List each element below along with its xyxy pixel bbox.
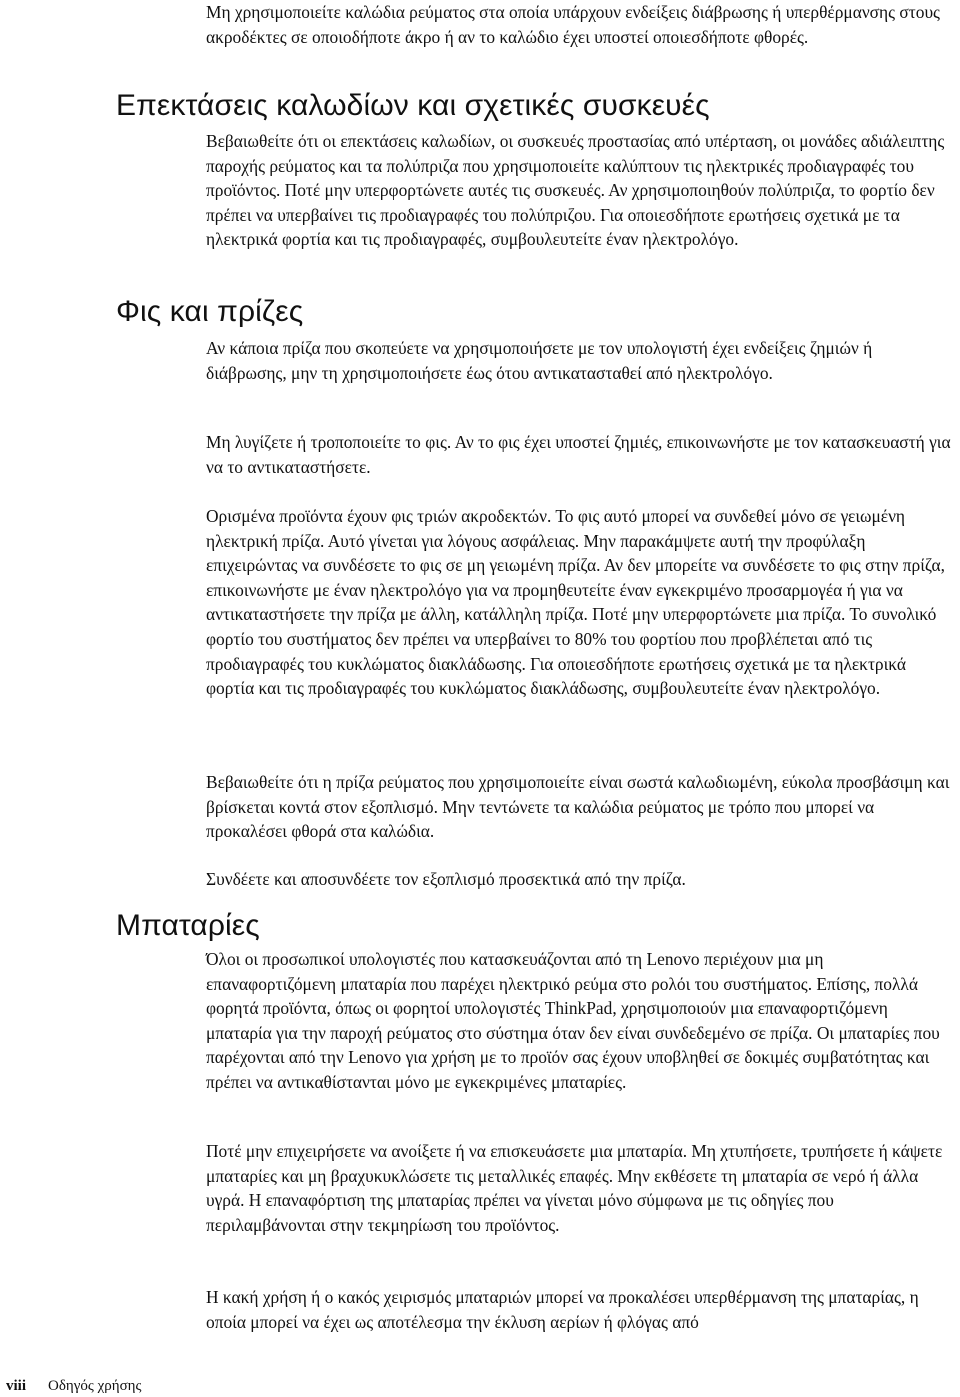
plugs-paragraph-1: Αν κάποια πρίζα που σκοπεύετε να χρησιμοποιήσετε με τον υπολογιστή έχει ενδείξεις ζημιών ή διάβρωσης, μην τη χρησιμοποιήσετε έως ότου αντικατασταθεί από ηλεκτρολόγο.: [206, 338, 873, 383]
section-heading-extensions: Επεκτάσεις καλωδίων και σχετικές συσκευές: [116, 89, 710, 122]
batteries-paragraph-2: Ποτέ μην επιχειρήσετε να ανοίξετε ή να επισκευάσετε μια μπαταρία. Μη χτυπήσετε, τρυπήσετε ή κάψετε μπαταρίες και μη βραχυκυκλώσετε τις μεταλλικές επαφές. Μην εκθέσετε τη μπαταρία σε νερό ή άλλα υγρά. Η επαναφόρτιση της μπαταρίας πρέπει να γίνεται μόνο σύμφωνα με τις οδηγίες που περιλαμβάνονται στην τεκμηρίωση του προϊόντος.: [206, 1141, 943, 1235]
plugs-paragraph-2: Μη λυγίζετε ή τροποποιείτε το φις. Αν το φις έχει υποστεί ζημιές, επικοινωνήστε με τον κατασκευαστή για να το αντικαταστήσετε.: [206, 432, 951, 477]
extensions-paragraph: Βεβαιωθείτε ότι οι επεκτάσεις καλωδίων, οι συσκευές προστασίας από υπέρταση, οι μονάδες αδιάλειπτης παροχής ρεύματος και τα πολύπριζα που χρησιμοποιείτε καλύπτουν τις ηλεκτρικές προδιαγραφές του προϊόντος. Ποτέ μην υπερφορτώνετε αυτές τις συσκευές. Αν χρησιμοποιηθούν πολύπριζα, το φορτίο δεν πρέπει να υπερβαίνει τις προδιαγραφές του πολύπριζου. Για οποιεσδήποτε ερωτήσεις σχετικά με τα ηλεκτρικά φορτία και τις προδιαγραφές, συμβουλευτείτε έναν ηλεκτρολόγο.: [206, 131, 945, 250]
page-footer: [6, 1377, 141, 1395]
plugs-paragraph-4: Βεβαιωθείτε ότι η πρίζα ρεύματος που χρησιμοποιείτε είναι σωστά καλωδιωμένη, εύκολα προσβάσιμη και βρίσκεται κοντά στον εξοπλισμό. Μην τεντώνετε τα καλώδια ρεύματος με τρόπο που μπορεί να προκαλέσει φθορά στα καλώδια.: [206, 772, 950, 842]
plugs-paragraph-3: Ορισμένα προϊόντα έχουν φις τριών ακροδεκτών. Το φις αυτό μπορεί να συνδεθεί μόνο σε γειωμένη ηλεκτρική πρίζα. Αυτό γίνεται για λόγους ασφάλειας. Μην παρακάμψετε αυτή την προφύλαξη επιχειρώντας να συνδέσετε το φις σε μη γειωμένη πρίζα. Αν δεν μπορείτε να συνδέσετε το φις στην πρίζα, επικοινωνήστε με έναν ηλεκτρολόγο για να προμηθευτείτε έναν εγκεκριμένο προσαρμογέα ή για να αντικαταστήσετε την πρίζα με άλλη, κατάλληλη πρίζα. Ποτέ μην υπερφορτώνετε μια πρίζα. Το συνολικό φορτίο του συστήματος δεν πρέπει να υπερβαίνει το 80% του φορτίου που προβλέπεται από τις προδιαγραφές του κυκλώματος διακλάδωσης. Για οποιεσδήποτε ερωτήσεις σχετικά με τα ηλεκτρικά φορτία και τις προδιαγραφές του κυκλώματος διακλάδωσης, συμβουλευτείτε έναν ηλεκτρολόγο.: [206, 506, 945, 699]
section-heading-batteries: Μπαταρίες: [116, 909, 260, 942]
plugs-paragraph-5: Συνδέετε και αποσυνδέετε τον εξοπλισμό προσεκτικά από την πρίζα.: [206, 869, 686, 889]
batteries-paragraph-3: Η κακή χρήση ή ο κακός χειρισμός μπαταριών μπορεί να προκαλέσει υπερθέρμανση της μπαταρίας, η οποία μπορεί να έχει ως αποτέλεσμα την έκλυση αερίων ή φλόγας από: [206, 1287, 919, 1332]
page-number: viii: [6, 1378, 27, 1394]
batteries-paragraph-1: Όλοι οι προσωπικοί υπολογιστές που κατασκευάζονται από τη Lenovo περιέχουν μια μη επαναφορτιζόμενη μπαταρία που παρέχει ηλεκτρικό ρεύμα στο ρολόι του συστήματος. Επίσης, πολλά φορητά προϊόντα, όπως οι φορητοί υπολογιστές ThinkPad, χρησιμοποιούν μια επαναφορτιζόμενη μπαταρία για την παροχή ρεύματος στο σύστημα όταν δεν είναι συνδεδεμένο σε πρίζα. Οι μπαταρίες που παρέχονται από την Lenovo για χρήση με το προϊόν σας έχουν υποβληθεί σε δοκιμές συμβατότητας και πρέπει να αντικαθίστανται μόνο με εγκεκριμένες μπαταρίες.: [206, 949, 940, 1092]
book-title: Οδηγός χρήσης: [48, 1378, 142, 1394]
section-heading-plugs: Φις και πρίζες: [116, 295, 304, 328]
intro-paragraph: Μη χρησιμοποιείτε καλώδια ρεύματος στα οποία υπάρχουν ενδείξεις διάβρωσης ή υπερθέρμανσης στους ακροδέκτες σε οποιοδήποτε άκρο ή αν το καλώδιο έχει υποστεί οποιεσδήποτε φθορές.: [206, 2, 940, 47]
